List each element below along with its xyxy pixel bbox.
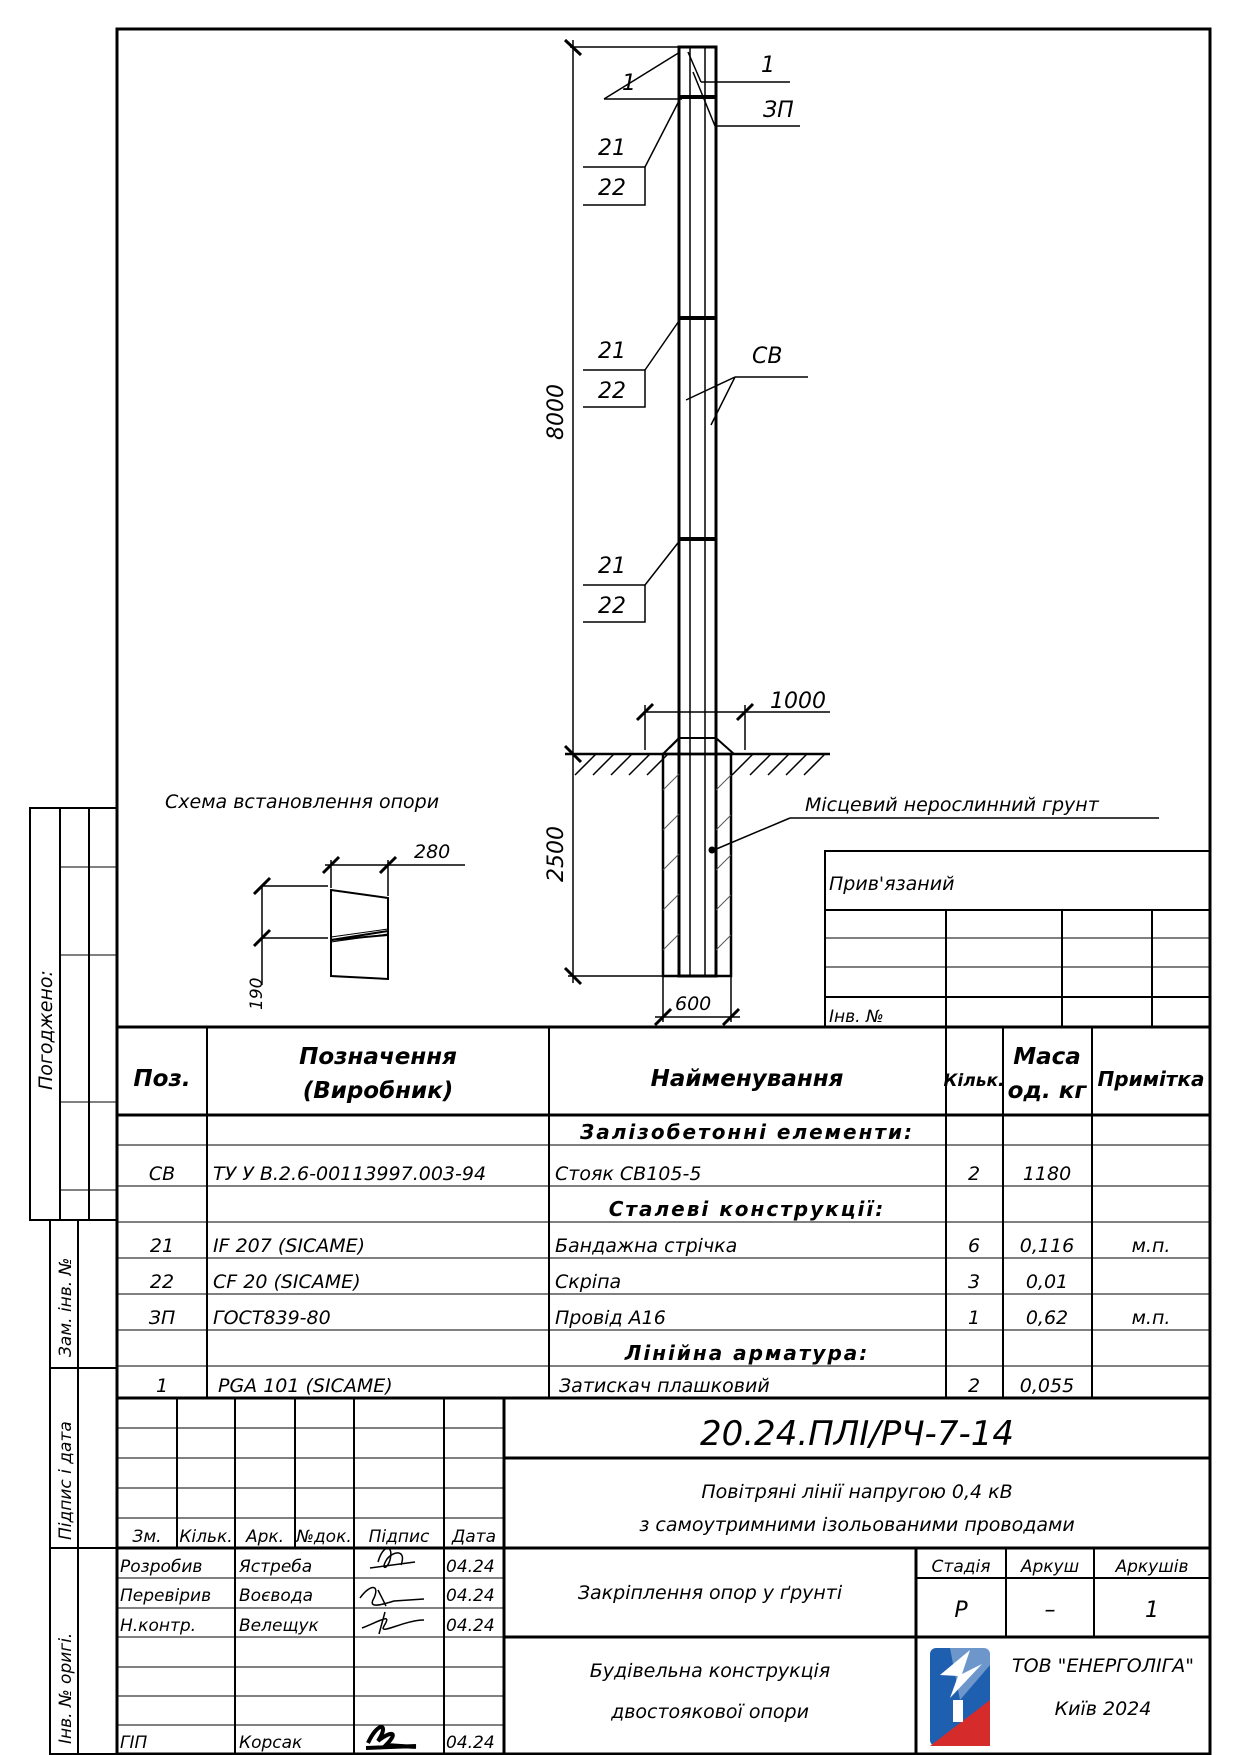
row-note: м.п. xyxy=(1131,1235,1171,1257)
doc-title-line-2: двостоякової опори xyxy=(611,1701,809,1723)
header-designation: Позначення xyxy=(299,1044,457,1070)
role-label: ГІП xyxy=(120,1733,148,1753)
role-label: Н.контр. xyxy=(120,1616,197,1636)
row-pos: ЗП xyxy=(148,1307,176,1329)
section-heading: Лінійна арматура: xyxy=(624,1341,870,1365)
dim-2500: 2500 xyxy=(544,826,569,882)
company-name: ТОВ "ЕНЕРГОЛІГА" xyxy=(1012,1655,1194,1677)
stage-value: Р xyxy=(954,1598,968,1623)
sheets-label: Аркушів xyxy=(1115,1557,1189,1577)
binding-title: Прив'язаний xyxy=(829,873,955,895)
sheet-value: – xyxy=(1044,1598,1056,1623)
dim-1000: 1000 xyxy=(770,689,826,714)
col-header: Кільк. xyxy=(179,1527,233,1547)
side-stamp-labels xyxy=(35,970,76,1744)
label-21-a: 21 xyxy=(598,136,626,161)
header-pos: Поз. xyxy=(133,1066,191,1092)
label-sv: СВ xyxy=(752,344,783,369)
row-designation: ГОСТ839-80 xyxy=(213,1307,331,1329)
header-manufacturer: (Виробник) xyxy=(302,1078,454,1104)
doc-title-line-1: Будівельна конструкція xyxy=(589,1660,831,1682)
label-22-b: 22 xyxy=(598,379,626,404)
row-designation: PGA 101 (SICAME) xyxy=(218,1375,393,1397)
dim-8000: 8000 xyxy=(544,384,569,440)
project-line-2: з самоутримними ізольованими проводами xyxy=(639,1514,1075,1536)
installation-scheme xyxy=(254,857,465,985)
person-name: Велещук xyxy=(239,1616,319,1636)
agreed-label: Погоджено: xyxy=(35,970,57,1090)
binding-inv: Інв. № xyxy=(829,1007,884,1027)
row-pos: 1 xyxy=(155,1375,169,1397)
leaders xyxy=(583,52,1159,850)
row-name: Провід А16 xyxy=(555,1307,666,1329)
person-name: Корсак xyxy=(239,1733,303,1753)
city-year: Київ 2024 xyxy=(1054,1698,1152,1720)
row-mass: 0,01 xyxy=(1025,1271,1069,1293)
section-heading: Сталеві конструкції: xyxy=(608,1197,886,1221)
sheets-value: 1 xyxy=(1145,1598,1159,1623)
role-label: Перевірив xyxy=(120,1586,212,1606)
label-21-b: 21 xyxy=(598,339,626,364)
row-note: м.п. xyxy=(1131,1307,1171,1329)
row-designation: IF 207 (SICAME) xyxy=(213,1235,366,1257)
role-label: Розробив xyxy=(120,1557,203,1577)
sign-date: 04.24 xyxy=(446,1616,495,1636)
header-name: Найменування xyxy=(650,1066,844,1092)
dim-280: 280 xyxy=(414,841,451,863)
person-name: Ястреба xyxy=(239,1557,313,1577)
col-header: Дата xyxy=(451,1527,497,1547)
row-designation: CF 20 (SICAME) xyxy=(213,1271,361,1293)
document-code: 20.24.ПЛІ/РЧ-7-14 xyxy=(699,1414,1015,1454)
company-logo xyxy=(930,1648,990,1746)
title-block-text xyxy=(120,1414,1194,1753)
label-22-a: 22 xyxy=(598,176,626,201)
person-name: Воєвода xyxy=(239,1586,313,1606)
project-line-1: Повітряні лінії напругою 0,4 кВ xyxy=(701,1481,1013,1503)
signature-date-label: Підпис і дата xyxy=(56,1421,76,1540)
soil-label: Місцевий нерослинний грунт xyxy=(805,794,1099,816)
sheet-title: Закріплення опор у ґрунті xyxy=(577,1582,843,1604)
stage-label: Стадія xyxy=(931,1557,991,1577)
row-mass: 0,62 xyxy=(1025,1307,1069,1329)
row-pos: 21 xyxy=(149,1235,175,1257)
row-qty: 2 xyxy=(967,1163,981,1185)
sheet-label: Аркуш xyxy=(1020,1557,1080,1577)
row-mass: 0,116 xyxy=(1019,1235,1075,1257)
label-21-c: 21 xyxy=(598,554,626,579)
col-header: №док. xyxy=(296,1527,352,1547)
sign-date: 04.24 xyxy=(446,1557,495,1577)
dim-190: 190 xyxy=(247,977,267,1010)
sign-date: 04.24 xyxy=(446,1586,495,1606)
row-pos: 22 xyxy=(149,1271,175,1293)
header-mass-unit: од. кг xyxy=(1007,1078,1087,1104)
dim-600: 600 xyxy=(675,993,712,1015)
section-heading: Залізобетонні елементи: xyxy=(580,1120,914,1144)
col-header: Підпис xyxy=(368,1527,430,1547)
spec-table-header xyxy=(133,1044,1204,1104)
row-mass: 1180 xyxy=(1022,1163,1072,1185)
label-22-c: 22 xyxy=(598,594,626,619)
row-qty: 3 xyxy=(967,1271,981,1293)
col-header: Зм. xyxy=(132,1527,162,1547)
row-qty: 6 xyxy=(967,1235,981,1257)
row-qty: 1 xyxy=(967,1307,981,1329)
zam-inv-label: Зам. інв. № xyxy=(56,1257,76,1357)
drawing-labels xyxy=(165,53,1100,1015)
header-qty: Кільк. xyxy=(943,1071,1005,1091)
label-1-left: 1 xyxy=(622,71,636,96)
header-note: Примітка xyxy=(1097,1067,1205,1091)
row-name: Затискач плашковий xyxy=(559,1375,770,1397)
scheme-title: Схема встановлення опори xyxy=(165,791,440,813)
label-zp: ЗП xyxy=(763,98,794,123)
label-1-right: 1 xyxy=(761,53,775,78)
inv-orig-label: Інв. № оригі. xyxy=(56,1632,76,1744)
sign-date: 04.24 xyxy=(446,1733,495,1753)
row-name: Бандажна стрічка xyxy=(555,1235,738,1257)
header-mass: Маса xyxy=(1013,1044,1081,1070)
row-name: Стояк СВ105-5 xyxy=(555,1163,702,1185)
row-qty: 2 xyxy=(967,1375,981,1397)
col-header: Арк. xyxy=(245,1527,285,1547)
row-pos: СВ xyxy=(148,1163,176,1185)
row-designation: ТУ У В.2.6-00113997.003-94 xyxy=(213,1163,487,1185)
row-name: Скріпа xyxy=(555,1271,622,1293)
row-mass: 0,055 xyxy=(1019,1375,1075,1397)
